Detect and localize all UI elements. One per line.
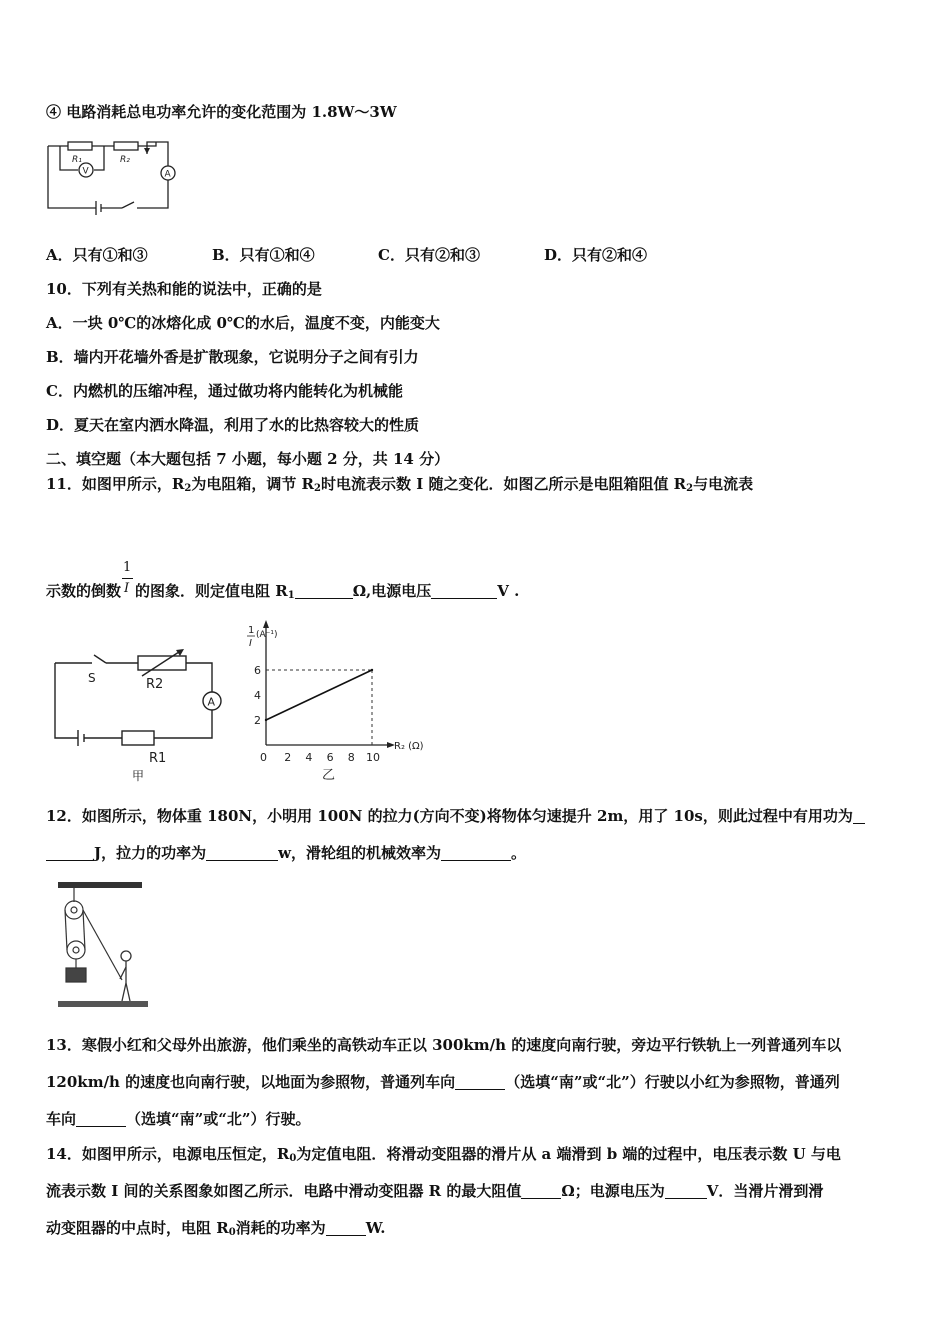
- q9-option-d: D．只有②和④: [544, 246, 648, 264]
- fixed-pulley: [65, 901, 83, 919]
- q10-option-d: D．夏天在室内洒水降温，利用了水的比热容较大的性质: [46, 416, 420, 434]
- q11-ammeter-label: A: [207, 695, 216, 709]
- q14-line-3: 动变阻器的中点时，电阻 $R_0$消耗的功率为 W.: [46, 1219, 386, 1238]
- graph-caption: 乙: [322, 768, 336, 783]
- series-line-0: [266, 670, 372, 720]
- q14-blank-voltage[interactable]: [665, 1183, 707, 1199]
- x-tick-2: 2: [284, 751, 292, 764]
- x-tick-10: 10: [366, 751, 380, 764]
- reciprocal-fraction: $\frac{1}{I}$: [123, 560, 132, 596]
- y-axis-arrow: [263, 620, 269, 628]
- q10-stem: 10．下列有关热和能的说法中，正确的是: [46, 280, 322, 298]
- q9-option-b: B．只有①和④: [212, 246, 315, 264]
- q11-graph: [240, 615, 430, 785]
- q13-line-2: 120km/h 的速度也向南行驶，以地面为参照物，普通列车向 （选填“南”或“北”）行驶以小红为参照物，普通列: [46, 1073, 840, 1091]
- x-tick-6: 6: [326, 751, 334, 764]
- q11-circuit-diagram: [50, 638, 230, 788]
- q10-option-b: B．墙内开花墙外香是扩散现象，它说明分子之间有引力: [46, 348, 419, 366]
- q13-line-1: 13．寒假小红和父母外出旅游，他们乘坐的高铁动车正以 300km/h 的速度向南行驶，旁边平行铁轨上一列普通列车以: [46, 1036, 842, 1054]
- q9-option-c: C．只有②和③: [378, 246, 480, 264]
- q14-line-2: 流表示数 I 间的关系图象如图乙所示．电路中滑动变阻器 R 的最大阻值 Ω；电源电压为 V．当滑片滑到滑: [46, 1182, 824, 1200]
- pulley-system-figure: [54, 880, 164, 1015]
- x-tick-4: 4: [305, 751, 313, 764]
- q11-r1-label: R1: [149, 751, 167, 766]
- q13-blank-relative-direction[interactable]: [76, 1111, 126, 1127]
- person-pulling: [120, 951, 131, 1001]
- q12-blank-efficiency[interactable]: [441, 845, 511, 861]
- ground: [58, 1001, 148, 1007]
- movable-pulley: [67, 941, 85, 959]
- graph-y-i: I: [249, 638, 252, 649]
- weight-block: [66, 968, 86, 982]
- q9-r1-label: R₁: [72, 155, 82, 165]
- graph-y-unit: (A⁻¹): [256, 630, 278, 640]
- q9-statement-4: ④ 电路消耗总电功率允许的变化范围为 1.8W～3W: [46, 103, 397, 121]
- q9-option-a: A．只有①和③: [46, 246, 148, 264]
- q11-line-1: 11．如图甲所示，$R_2$为电阻箱，调节 $R_2$时电流表示数 I 随之变化．如图乙所示是电阻箱阻值 $R_2$与电流表: [46, 475, 754, 494]
- q9-circuit-diagram: [44, 136, 184, 216]
- q12-line-1: 12．如图所示，物体重 180N，小明用 100N 的拉力(方向不变)将物体匀速提升 2m，用了 10s，则此过程中有用功为: [46, 806, 865, 826]
- q11-switch-label: S: [88, 671, 96, 685]
- q13-line-3: 车向 （选填“南”或“北”）行驶。: [46, 1110, 311, 1128]
- y-tick-2: 2: [254, 714, 261, 727]
- x-tick-8: 8: [347, 751, 355, 764]
- section-2-heading: 二、填空题（本大题包括 7 小题，每小题 2 分，共 14 分）: [46, 450, 450, 468]
- q11-blank-voltage[interactable]: [431, 583, 497, 599]
- q10-option-c: C．内燃机的压缩冲程，通过做功将内能转化为机械能: [46, 382, 403, 400]
- q9-voltmeter-label: V: [82, 166, 89, 177]
- x-tick-0: 0: [260, 751, 267, 764]
- q12-blank-useful-work-b[interactable]: [46, 845, 94, 861]
- y-tick-6: 6: [254, 664, 261, 677]
- q12-blank-useful-work-a[interactable]: [853, 808, 865, 824]
- data-point-0-1: [371, 669, 373, 671]
- q13-blank-ground-direction[interactable]: [455, 1074, 505, 1090]
- graph-axes: [266, 625, 390, 745]
- q9-r2-label: R₂: [120, 155, 130, 165]
- q10-option-a: A．一块 0℃的冰熔化成 0℃的水后，温度不变，内能变大: [46, 314, 440, 332]
- q14-blank-max-resistance[interactable]: [521, 1183, 561, 1199]
- q14-blank-power[interactable]: [326, 1220, 366, 1236]
- data-point-0-0: [265, 719, 267, 721]
- graph-y-one: 1: [248, 625, 255, 636]
- q11-line-2: 示数的倒数 $\frac{1}{I}$ 的图象．则定值电阻 $R_1$ Ω,电源电压 V .: [46, 560, 520, 601]
- q9-ammeter-label: A: [164, 169, 171, 180]
- q14-line-1: 14．如图甲所示，电源电压恒定，$R_0$为定值电阻．将滑动变阻器的滑片从 a 端滑到 b 端的过程中，电压表示数 U 与电: [46, 1145, 841, 1164]
- y-tick-4: 4: [254, 689, 261, 702]
- q12-line-2: J，拉力的功率为 w，滑轮组的机械效率为 。: [46, 843, 526, 863]
- ceiling-beam: [58, 882, 142, 888]
- q11-r2-label: R2: [146, 677, 164, 692]
- graph-x-label: R₂ (Ω): [394, 741, 424, 752]
- q11-circuit-caption: 甲: [132, 769, 145, 783]
- q11-blank-r1[interactable]: [295, 583, 353, 599]
- q12-blank-power[interactable]: [206, 845, 278, 861]
